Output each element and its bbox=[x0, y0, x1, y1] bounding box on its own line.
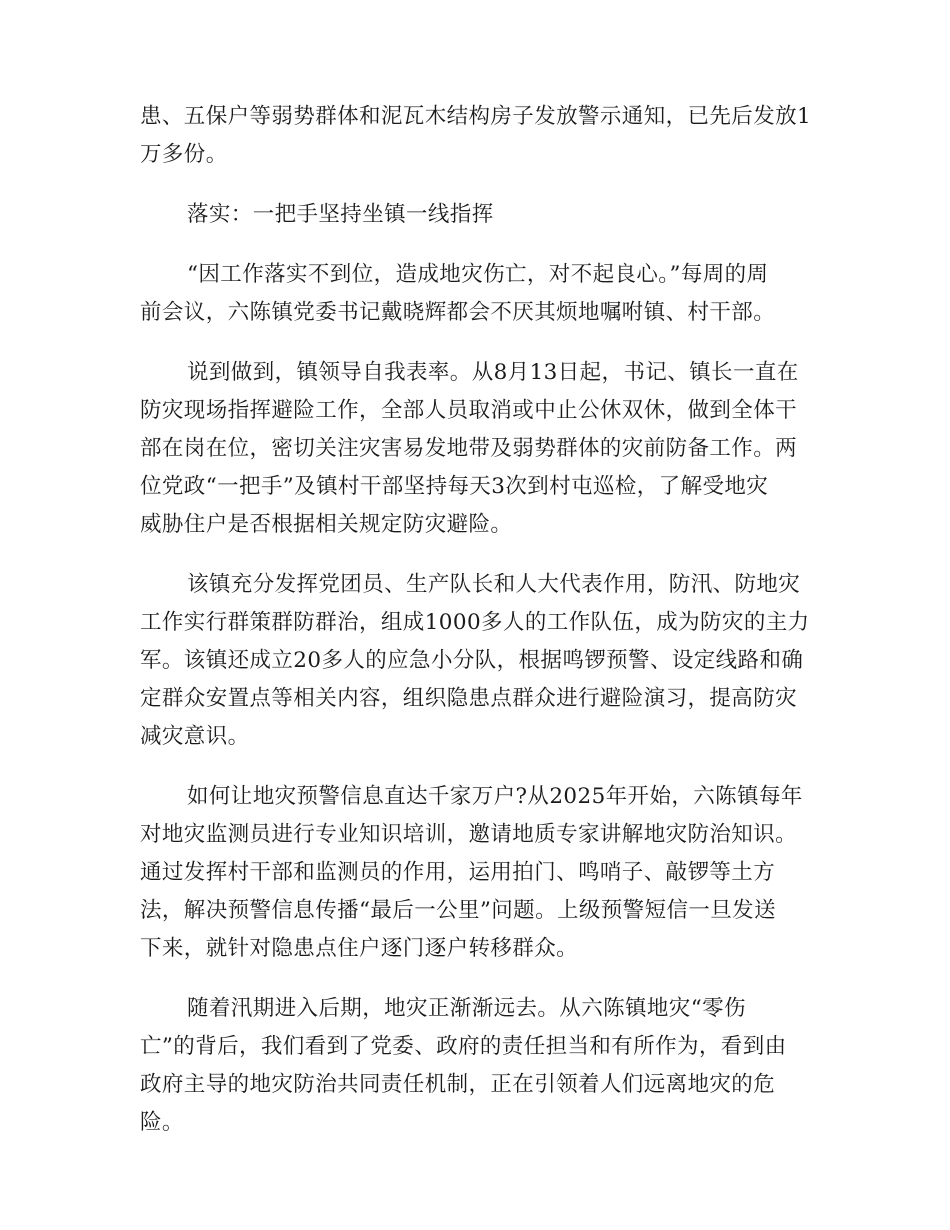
document-body bbox=[140, 98, 812, 1142]
text-line: 军。该镇还成立20多人的应急小分队，根据鸣锣预警、设定线路和确 bbox=[140, 648, 804, 673]
text-line: 防灾现场指挥避险工作，全部人员取消或中止公休双休，做到全体干 bbox=[140, 398, 798, 423]
text-line: 减灾意识。 bbox=[140, 724, 250, 749]
text-line: “因工作落实不到位，造成地灾伤亡，对不起良心。”每周的周 bbox=[187, 262, 769, 287]
paragraph-5 bbox=[140, 566, 810, 756]
text-line: 随着汛期进入后期，地灾正渐渐远去。从六陈镇地灾“零伤 bbox=[187, 996, 746, 1021]
text-line: 威胁住户是否根据相关规定防灾避险。 bbox=[140, 512, 513, 537]
text-line: 该镇充分发挥党团员、生产队长和人大代表作用，防汛、防地灾 bbox=[187, 572, 801, 597]
paragraph-7 bbox=[140, 990, 805, 1142]
text-line: 部在岗在位，密切关注灾害易发地带及弱势群体的灾前防备工作。两 bbox=[140, 436, 798, 461]
text-line: 前会议，六陈镇党委书记戴晓辉都会不厌其烦地嘱咐镇、村干部。 bbox=[140, 300, 776, 325]
text-line: 对地灾监测员进行专业知识培训，邀请地质专家讲解地灾防治知识。 bbox=[140, 822, 798, 847]
text-line: 下来，就针对隐患点住户逐门逐户转移群众。 bbox=[140, 936, 579, 961]
text-line: 如何让地灾预警信息直达千家万户?从2025年开始，六陈镇每年 bbox=[187, 784, 803, 809]
text-line: 通过发挥村干部和监测员的作用，运用拍门、鸣哨子、敲锣等土方 bbox=[140, 860, 776, 885]
heading-line: 落实：一把手坚持坐镇一线指挥 bbox=[187, 202, 494, 227]
paragraph-1 bbox=[140, 98, 812, 174]
text-line: 万多份。 bbox=[140, 142, 228, 167]
text-line: 政府主导的地灾防治共同责任机制，正在引领着人们远离地灾的危 bbox=[140, 1072, 776, 1097]
paragraph-4 bbox=[140, 354, 805, 544]
text-line: 险。 bbox=[140, 1110, 184, 1135]
text-line: 工作实行群策群防群治，组成1000多人的工作队伍，成为防灾的主力 bbox=[140, 610, 810, 635]
text-line: 说到做到，镇领导自我表率。从8月13日起，书记、镇长一直在 bbox=[187, 360, 799, 385]
paragraph-3 bbox=[140, 256, 805, 332]
text-line: 法，解决预警信息传播“最后一公里”问题。上级预警短信一旦发送 bbox=[140, 898, 776, 923]
text-line: 位党政“一把手”及镇村干部坚持每天3次到村屯巡检，了解受地灾 bbox=[140, 474, 769, 499]
text-line: 患、五保户等弱势群体和泥瓦木结构房子发放警示通知，已先后发放1 bbox=[140, 104, 812, 129]
paragraph-6 bbox=[140, 778, 805, 968]
text-line: 亡”的背后，我们看到了党委、政府的责任担当和有所作为，看到由 bbox=[140, 1034, 787, 1059]
text-line: 定群众安置点等相关内容，组织隐患点群众进行避险演习，提高防灾 bbox=[140, 686, 798, 711]
section-heading bbox=[140, 196, 805, 234]
